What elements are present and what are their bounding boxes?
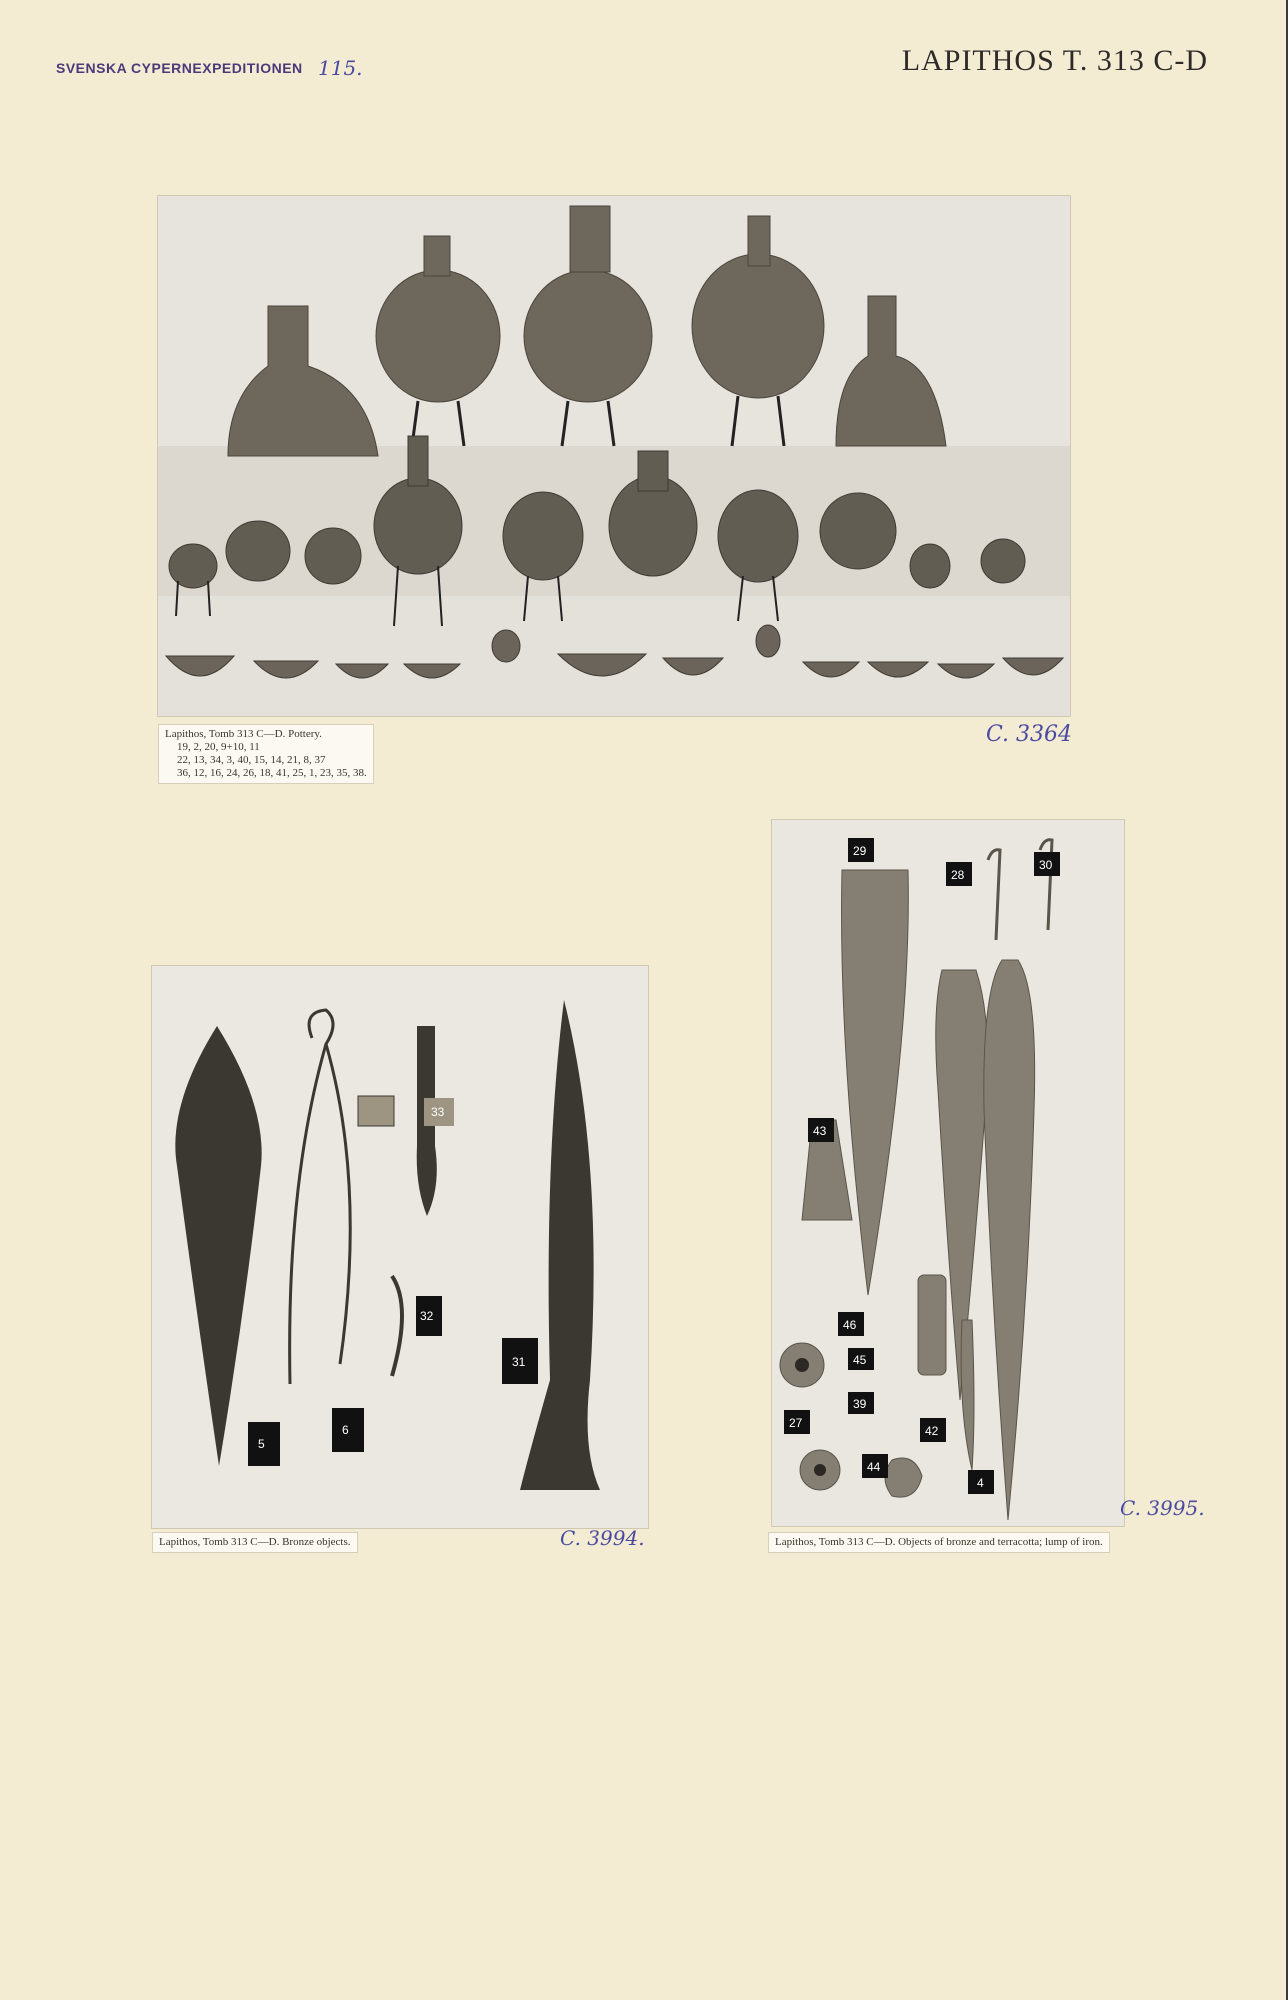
pottery-caption-title: Lapithos, Tomb 313 C—D. Pottery.	[165, 728, 322, 740]
terracotta-negative-number: C. 3995.	[1120, 1496, 1205, 1520]
object-label-6-text: 6	[342, 1423, 349, 1437]
expedition-stamp: SVENSKA CYPERNEXPEDITIONEN	[56, 60, 303, 76]
object-label-32-text: 32	[420, 1309, 434, 1323]
pottery-row-bottom: 36, 12, 16, 24, 26, 18, 41, 25, 1, 23, 35, 38.	[177, 767, 367, 779]
object-label-27-text: 27	[789, 1416, 803, 1430]
pottery-row-top: 19, 2, 20, 9+10, 11	[177, 741, 260, 753]
object-label-5-text: 5	[258, 1437, 265, 1451]
object-label-4-text: 4	[977, 1476, 984, 1490]
pottery-negative-number: C. 3364	[986, 722, 1073, 747]
sheet-number: 115.	[318, 56, 363, 80]
object-label-39-text: 39	[853, 1397, 867, 1411]
terracotta-caption: Lapithos, Tomb 313 C—D. Objects of bronze and terracotta; lump of iron.	[768, 1532, 1110, 1553]
pottery-row-middle: 22, 13, 34, 3, 40, 15, 14, 21, 8, 37	[177, 754, 326, 766]
object-label-30-text: 30	[1039, 858, 1053, 872]
object-label-33-text: 33	[431, 1105, 445, 1119]
object-label-46-text: 46	[843, 1318, 857, 1332]
bronze-negative-number: C. 3994.	[560, 1526, 645, 1550]
object-label-31-text: 31	[512, 1355, 526, 1369]
object-label-43-text: 43	[813, 1124, 827, 1138]
bronze-caption: Lapithos, Tomb 313 C—D. Bronze objects.	[152, 1532, 358, 1553]
object-label-42-text: 42	[925, 1424, 939, 1438]
object-label-29-text: 29	[853, 844, 867, 858]
object-label-44-text: 44	[867, 1460, 881, 1474]
object-label-28-text: 28	[951, 868, 965, 882]
sheet-title: LAPITHOS T. 313 C-D	[901, 44, 1208, 77]
object-label-45-text: 45	[853, 1353, 867, 1367]
